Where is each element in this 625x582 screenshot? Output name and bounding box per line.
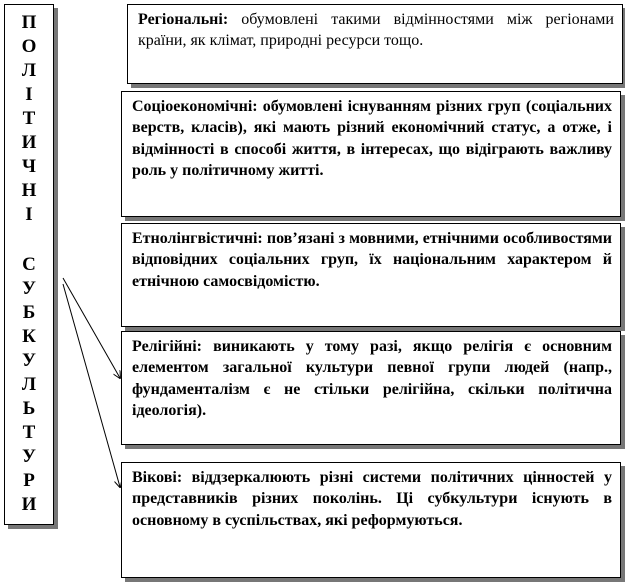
age-subcultures-box [121, 462, 621, 578]
title-letter: Т [22, 108, 36, 129]
arrow-to-age [63, 284, 120, 487]
box-text: обумовлені існуванням різних груп (соціальних верств, класів), які мають різний економічний статус, а отже, і відмінності в способі життя, в інтересах, що відіграють важливу роль у політичному житті. [132, 98, 612, 180]
box-label: Вікові: [132, 469, 183, 486]
religious-subcultures-box [121, 331, 621, 445]
title-letter: У [22, 446, 36, 467]
title-letter: І [25, 204, 33, 225]
ethnolinguistic-subcultures-box [121, 223, 621, 327]
title-letter: П [21, 12, 37, 33]
title-letter: И [21, 494, 37, 515]
box-label: Релігійні: [132, 338, 203, 355]
title-letter: С [22, 254, 36, 275]
box-text: пов’язані з мовними, етнічними особливостями відповідних соціальних груп, їх національним характером й етнічною самосвідомістю. [132, 230, 612, 290]
socioeconomic-subcultures-box [121, 91, 621, 217]
arrow-to-religious [63, 278, 120, 378]
title-letter: Л [21, 374, 37, 395]
title-letter: Т [22, 422, 36, 443]
title-letter: К [22, 326, 36, 347]
title-letter: О [21, 36, 37, 57]
box-text: віддзеркалюють різні системи політичних цінностей у представників різних поколінь. Ці субкультури існують в основному в суспільствах, які реформуються. [132, 469, 612, 529]
regional-subcultures-box [127, 4, 623, 84]
title-letter: И [21, 132, 37, 153]
title-letter: У [22, 350, 36, 371]
title-letter: І [25, 84, 33, 105]
title-letter: Р [23, 470, 35, 491]
title-letter: Ч [22, 156, 36, 177]
title-letter: У [22, 278, 36, 299]
title-letter: Н [21, 180, 37, 201]
title-letter: Л [21, 60, 37, 81]
title-letter: Б [22, 302, 36, 323]
box-label: Етнолінгвістичні: [132, 230, 263, 247]
box-label: Регіональні: [138, 11, 229, 28]
box-text: обумовлені такими відмінностями між регіонами країни, як клімат, природні ресурси тощо. [138, 11, 614, 50]
box-text: виникають у тому разі, якщо релігія є основним елементом загальної культури певної групи людей (напр., фундаменталізм є не стільки релігійна, скільки політична ідеологія). [132, 338, 612, 420]
box-label: Соціоекономічні: [132, 98, 258, 115]
title-letter: Ь [22, 398, 36, 419]
